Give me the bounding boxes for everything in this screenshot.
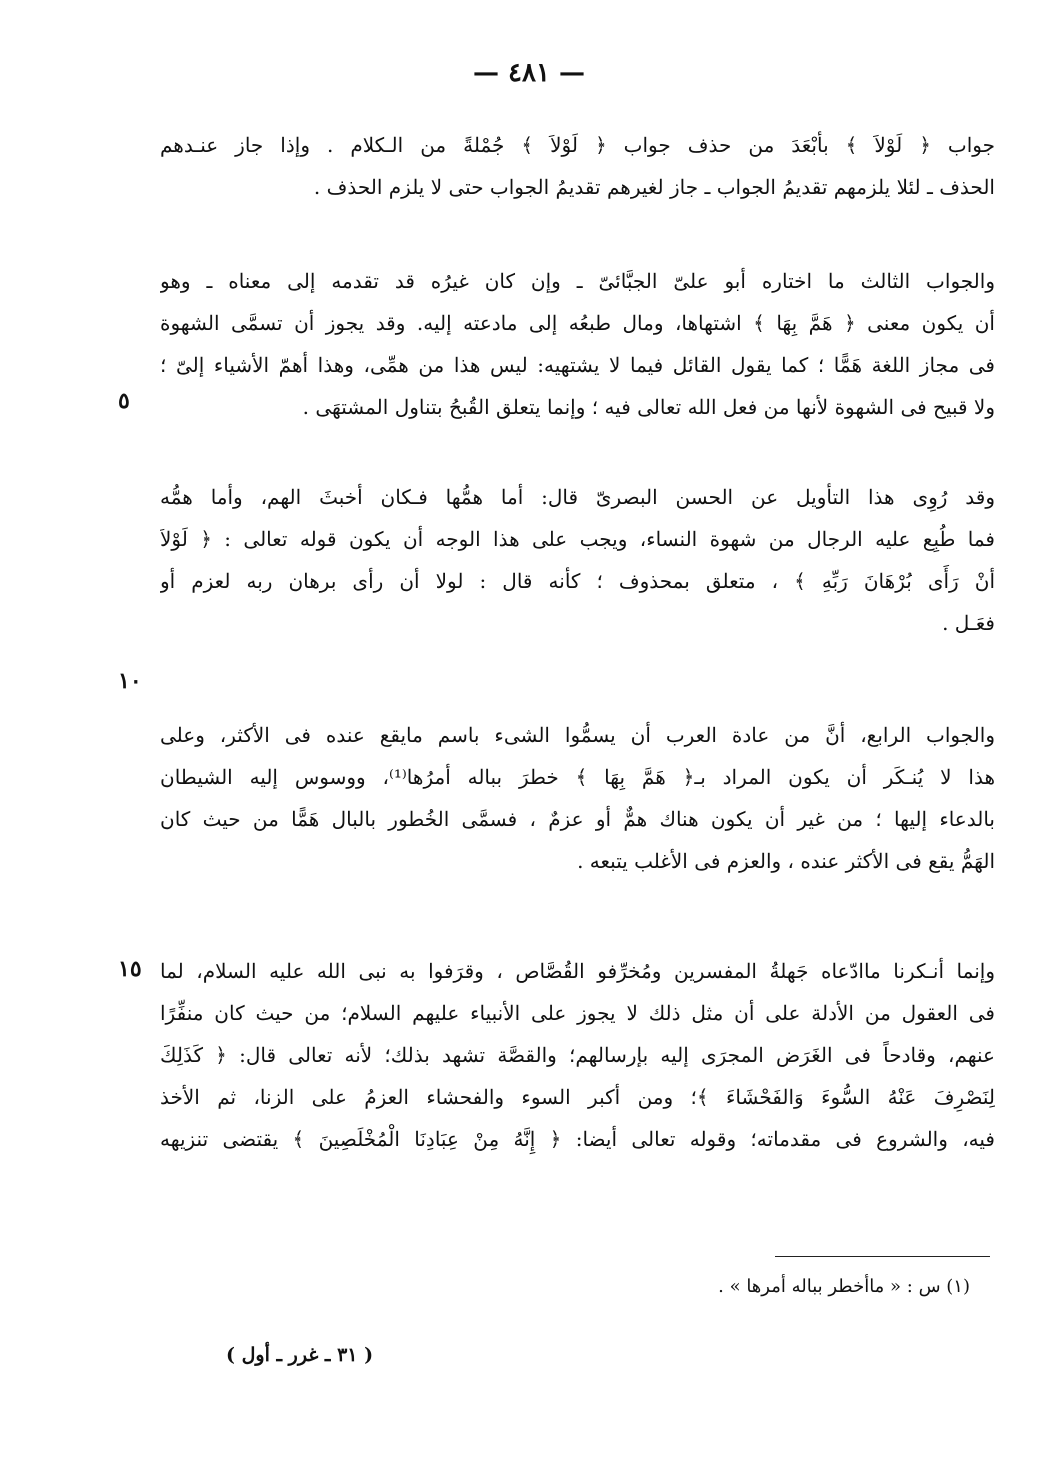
- text-line: فى مجاز اللغة هَمًّا ؛ كما يقول القائل فيما لا يشتهيه: ليس هذا من همِّى، وهذا أهمّ الأشياء إلىّ ؛: [160, 353, 995, 377]
- text-line: عنهم، وقادحاً فى الغَرَض المجرَى إليه بإرسالهم؛ والقصَّة تشهد بذلك؛ لأنه تعالى قال: ﴿ كَذَلِكَ: [160, 1043, 995, 1067]
- line-number-marker: ٥: [118, 388, 130, 414]
- text-line: أن يكون معنى ﴿ هَمَّ بِهَا ﴾ اشتهاها، ومال طبعُه إلى مادعته إليه. وقد يجوز أن تسمَّى الشهوة: [160, 311, 995, 335]
- signature-mark: ( ٣١ ـ غرر ـ أول ): [226, 1344, 374, 1366]
- text-line: الهَمُّ يقع فى الأكثر عنده ، والعزم فى الأغلب يتبعه .: [577, 849, 995, 873]
- paragraph-2: [160, 260, 995, 428]
- text-line: فعَـل .: [942, 611, 995, 635]
- paragraph-4: [160, 714, 995, 882]
- text-line: فيه، والشروع فى مقدماته؛ وقوله تعالى أيضا: ﴿ إِنَّهُ مِنْ عِبَادِنَا الْمُخْلَصِينَ ﴾ يقتضى تنزيهه: [160, 1127, 995, 1151]
- text-line: وقد رُوِى هذا التأويل عن الحسن البصرىّ قال: أما همُّها فـكان أخبثَ الهم، وأما همُّه: [160, 485, 995, 509]
- line-number-marker: ١٥: [118, 956, 142, 982]
- text-line: وإنما أنـكرنا ماادّعاه جَهلةُ المفسرين ومُخرِّفو القُصَّاص ، وقرَفوا به نبى الله عليه السلام، لما: [160, 959, 995, 983]
- footnote: (١) س : « ماأخطر بباله أمرها » .: [718, 1276, 970, 1297]
- text-line: فى العقول من الأدلة على أن مثل ذلك لا يجوز على الأنبياء عليهم السلام؛ من حيث كان منفِّرًا: [160, 1001, 995, 1025]
- page-number: — ٤٨١ —: [472, 58, 586, 88]
- text-line: ولا قبيح فى الشهوة لأنها من فعل الله تعالى فيه ؛ وإنما يتعلق القُبحُ بتناول المشتهَى .: [302, 395, 995, 419]
- text-line: جواب ﴿ لَوْلاَ ﴾ بأبْعَدَ من حذف جواب ﴿ لَوْلاَ ﴾ جُمْلةً من الـكلام . وإذا جاز عنـدهم: [160, 133, 995, 157]
- text-line: الحذف ـ لئلا يلزمهم تقديمُ الجواب ـ جاز لغيرهم تقديمُ الجواب حتى لا يلزم الحذف .: [313, 175, 995, 199]
- line-number-marker: ١٠: [118, 668, 142, 694]
- text-line: لِنَصْرِفَ عَنْهُ السُّوءَ وَالفَحْشَاءَ ﴾؛ ومن أكبر السوء والفحشاء العزمُ على الزنا، ثم الأخذ: [160, 1085, 995, 1109]
- text-line: هذا لا يُنـكَر أن يكون المراد بـ﴿ هَمَّ بِهَا ﴾ خطرَ بباله أمرُها⁽¹⁾، ووسوس إليه الشيطان: [160, 765, 995, 789]
- text-line: والجواب الرابع، أنَّ من عادة العرب أن يسمُّوا الشىء باسم مايقع عنده فى الأكثر، وعلى: [160, 723, 995, 747]
- text-line: فما طُبِع عليه الرجال من شهوة النساء، ويجب على هذا الوجه أن يكون قوله تعالى : ﴿ لَوْلاَ: [160, 527, 995, 551]
- text-line: والجواب الثالث ما اختاره أبو علىّ الجبَّائىّ ـ وإن كان غيرُه قد تقدمه إلى معناه ـ وهو: [160, 269, 995, 293]
- paragraph-1: [160, 124, 995, 208]
- footnote-divider: [775, 1256, 990, 1257]
- paragraph-3: [160, 476, 995, 644]
- paragraph-5: [160, 950, 995, 1160]
- text-line: بالدعاء إليها ؛ من غير أن يكون هناك همٌّ أو عزمٌ ، فسمَّى الخُطور بالبال هَمًّا من حيث كان: [160, 807, 995, 831]
- text-line: أنْ رَأَى بُرْهَانَ رَبِّهِ ﴾ ، متعلق بمحذوف ؛ كأنه قال : لولا أن رأى برهان ربه لعزم أو: [160, 569, 995, 593]
